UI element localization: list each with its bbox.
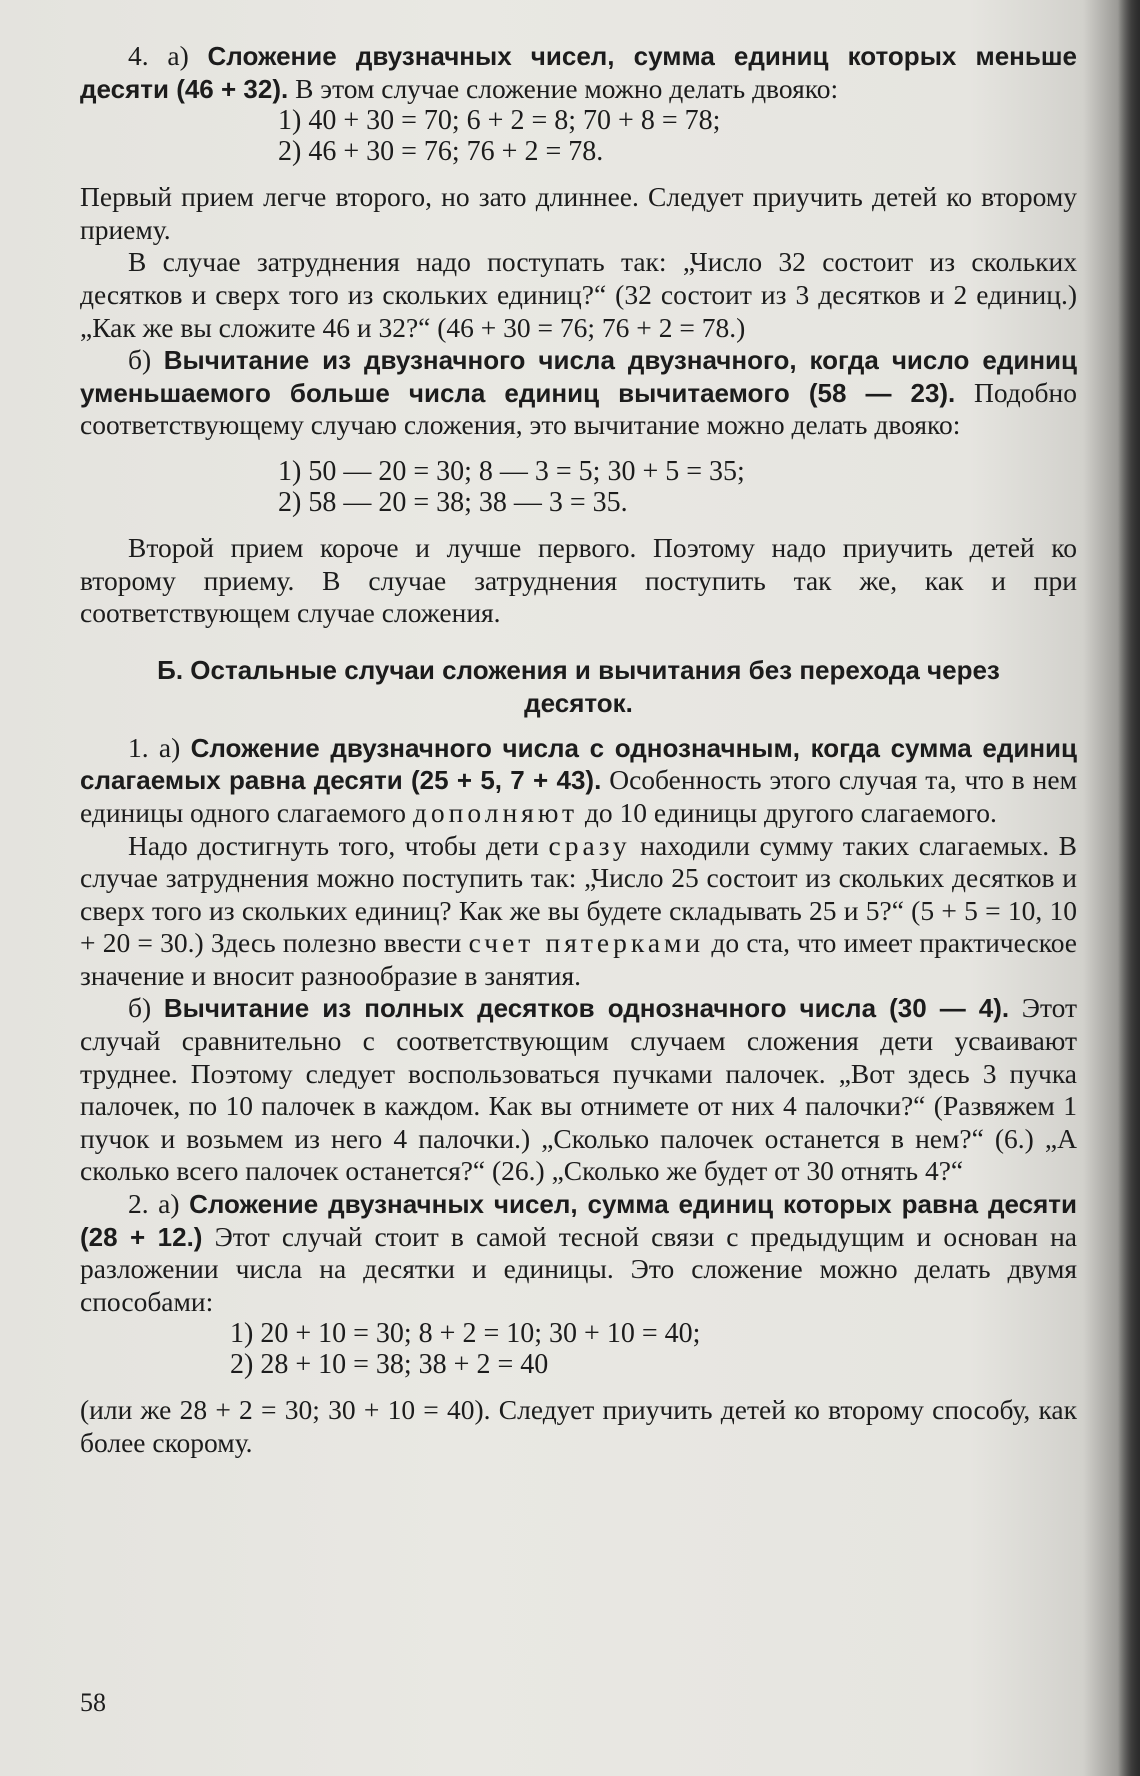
paragraph-text: Этот случай сравнительно с соответствующим случаем сложения дети усваивают труднее. Поэтому следует воспользоваться пучками палочек. „Вот здесь 3 пучка палочек, по 10 палочек в каждом. Как вы отнимете от них 4 палочки?“ (Развяжем 1 пучок и возьмем из него 4 палочки.) „Сколько палочек останется в нем?“ (6.) „А сколько всего палочек останется?“ (26.) „Сколько же будет от 30 отнять 4?“ (80, 992, 1078, 1187)
book-spine-shadow (1118, 0, 1140, 1776)
paragraph-difficulty: В случае затруднения надо поступать так: „Число 32 состоит из скольких десятков и сверх того из скольких единиц?“ (32 состоит из 3 десятков и 2 единиц.) „Как же вы сложите 46 и 32?“ (46 + 30 = 76; 76 + 2 = 78.) (80, 246, 1077, 343)
paragraph-text: до ста, что имеет практическое значение и вносит разнообразие в занятия. (80, 927, 1077, 991)
spaced-emphasis: сразу (548, 829, 631, 861)
paragraph-text: Этот случай стоит в самой тесной связи с предыдущим и основан на разложении числа на десятки и единицы. Это сложение можно делать двумя способами: (80, 1220, 1078, 1317)
bold-topic: Сложение двузначных чисел, сумма единиц которых равна десяти (28 + 12.) (80, 1189, 1077, 1252)
paragraph-text: В этом случае сложение можно делать двояко: (288, 72, 839, 104)
paragraph-text: до 10 единицы другого слагаемого. (578, 796, 997, 828)
bold-topic: Вычитание из двузначного числа двузначного, когда число единиц уменьшаемого больше числа единиц вычитаемого (58 — 23). (80, 345, 1077, 408)
equation-line: 2) 46 + 30 = 76; 76 + 2 = 78. (278, 136, 604, 168)
equation-line: 2) 58 — 20 = 38; 38 — 3 = 35. (278, 486, 628, 518)
equation-line: 1) 50 — 20 = 30; 8 — 3 = 5; 30 + 5 = 35; (278, 455, 745, 487)
paragraph-last: (или же 28 + 2 = 30; 30 + 10 = 40). Следует приучить детей ко второму способу, как более скорому. (80, 1394, 1077, 1458)
paragraph-text: Особенность этого случая та, что в нем единицы одного слагаемого (80, 764, 1077, 828)
paragraph-4b (80, 344, 1077, 442)
paragraph-text: находили сумму таких слагаемых. В случае затруднения можно поступить так: „Число 25 состоит из скольких десятков и сверх того из скольких единиц? Как же вы будете складывать 25 и 5?“ (5 + 5 = 10, 10 + 20 = 30.) Здесь полезно ввести (80, 829, 1077, 959)
paragraph-second-method: Второй прием короче и лучше первого. Поэтому надо приучить детей ко второму приему. В случае затруднения поступить так же, как и при соответствующем случае сложения. (80, 531, 1077, 629)
equation-line: 1) 40 + 30 = 70; 6 + 2 = 8; 70 + 8 = 78; (278, 105, 721, 137)
paragraph-1a (80, 732, 1077, 830)
page-number: 58 (80, 1688, 106, 1717)
bold-topic: Сложение двузначного числа с однозначным, когда сумма единиц слагаемых равна десяти (25 + 5, 7 + 43). (80, 732, 1077, 796)
bold-topic: Вычитание из полных десятков однозначного числа (30 — 4). (163, 993, 1010, 1024)
item-number: 1. а) (128, 731, 191, 763)
item-number: б) (128, 344, 164, 376)
spaced-emphasis: дополняют (412, 796, 579, 828)
page-text (80, 40, 1077, 1460)
paragraph-achieve (80, 830, 1077, 993)
equation-line: 2) 28 + 10 = 38; 38 + 2 = 40 (230, 1349, 549, 1381)
item-number: 2. а) (128, 1188, 190, 1220)
item-number: б) (128, 992, 164, 1024)
paragraph-text: Подобно соответствующему случаю сложения, это вычитание можно делать двояко: (80, 376, 1077, 441)
spaced-emphasis: счет пятерками (468, 927, 705, 959)
paragraph-4a (80, 40, 1077, 105)
paragraph-2a (80, 1188, 1077, 1318)
paragraph-first-method: Первый прием легче второго, но зато длиннее. Следует приучить детей ко второму приему. (80, 181, 1077, 245)
paragraph-1b (80, 992, 1077, 1188)
item-number: 4. а) (128, 40, 208, 71)
bold-topic: Сложение двузначных чисел, сумма единиц которых меньше десяти (46 + 32). (80, 41, 1077, 104)
section-heading: Б. Остальные случаи сложения и вычитания без перехода через десяток. (157, 654, 1000, 718)
equation-line: 1) 20 + 10 = 30; 8 + 2 = 10; 30 + 10 = 40; (230, 1318, 701, 1350)
paragraph-text: Надо достигнуть того, чтобы дети (128, 829, 549, 861)
